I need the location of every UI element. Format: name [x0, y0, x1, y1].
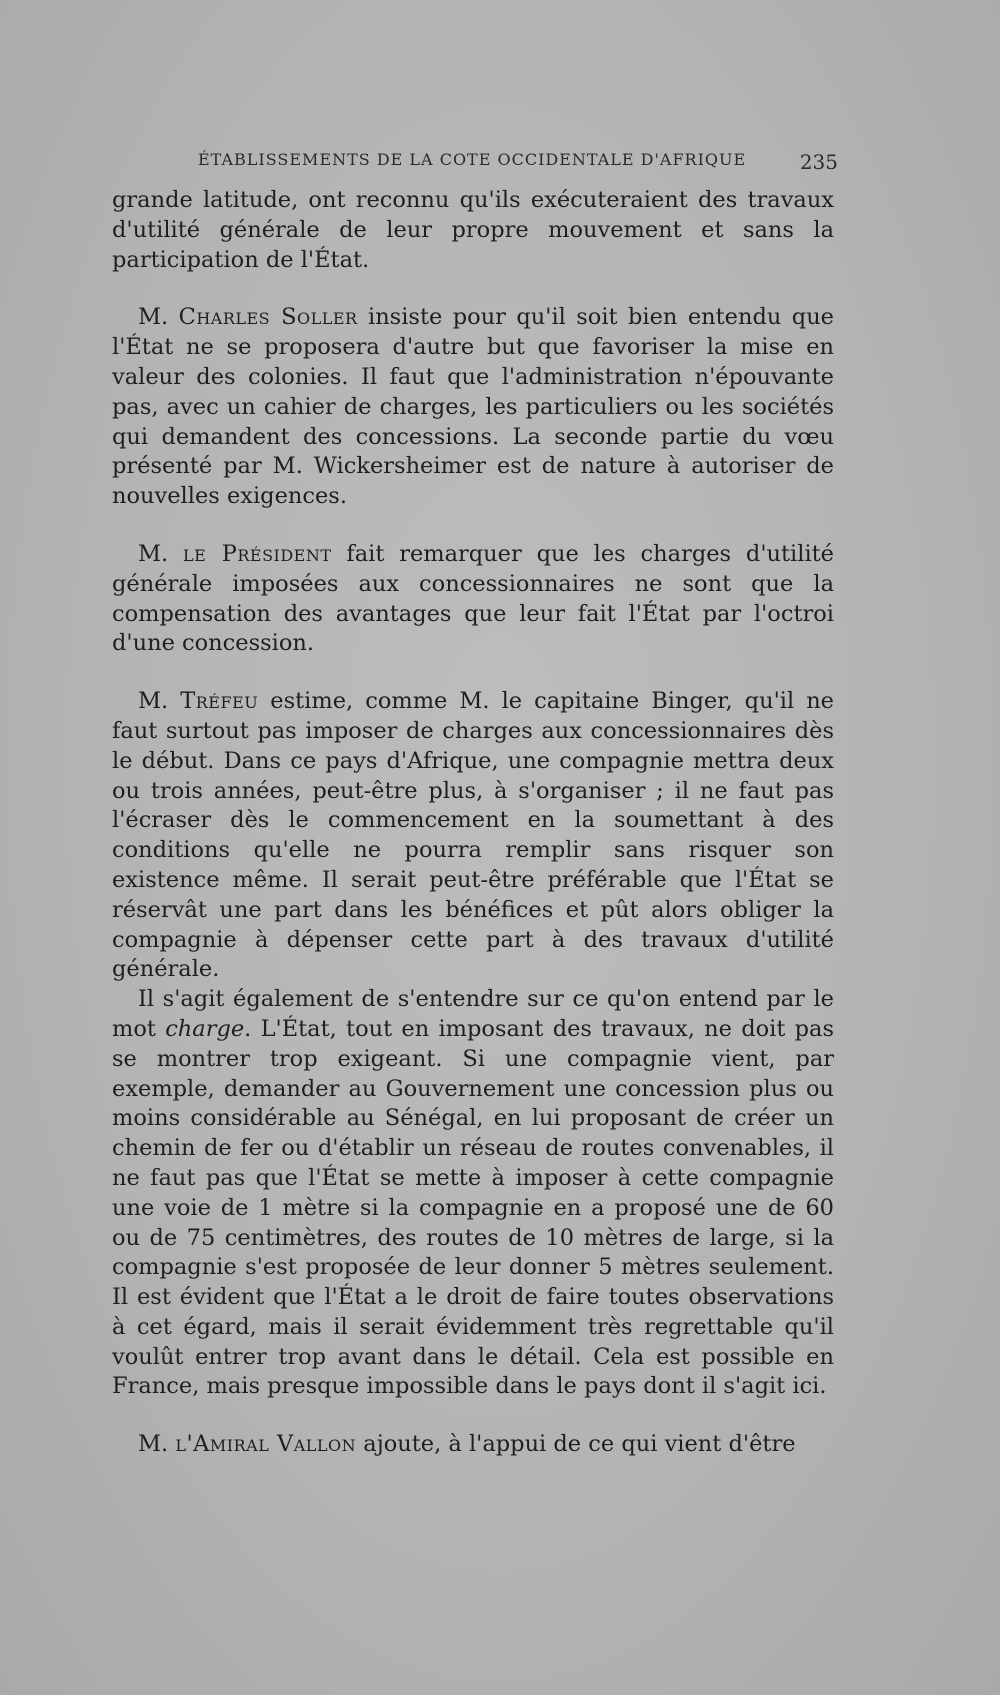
speaker-prefix: M.: [138, 540, 184, 567]
paragraph-text: insiste pour qu'il soit bien entendu que l'État ne se proposera d'autre but que favoriser la mise en valeur des colonies. Il faut que l'administration n'épouvante pas, avec un cahier de charges, les particuliers ou les sociétés qui demandent des concessions. La seconde partie du vœu présenté par M. Wickersheimer est de nature à autoriser de nouvelles exigences.: [112, 304, 834, 510]
page-number: 235: [799, 150, 838, 174]
speaker-prefix: M.: [138, 688, 181, 715]
page-header: [198, 150, 838, 174]
speaker-name: Charles Soller: [178, 304, 358, 331]
speaker-name: Tréfeu: [180, 688, 259, 715]
speaker-prefix: M.: [138, 304, 179, 331]
italic-term: charge: [165, 1015, 245, 1042]
paragraph-soller: [112, 303, 834, 512]
running-title: ÉTABLISSEMENTS DE LA COTE OCCIDENTALE D'AFRIQUE: [198, 150, 747, 169]
paragraph-text: . L'État, tout en imposant des travaux, ne doit pas se montrer trop exigeant. Si une compagnie vient, par exemple, demander au Gouvernement une concession plus ou moins considérable au Sénégal, en lui proposant de créer un chemin de fer ou d'établir un réseau de routes convenables, il ne faut pas que l'État se mette à imposer à cette compagnie une voie de 1 mètre si la compagnie en a proposé une de 60 ou de 75 centimètres, des routes de 10 mètres de large, si la compagnie s'est proposée de leur donner 5 mètres seulement. Il est évident que l'État a le droit de faire toutes observations à cet égard, mais il serait évidemment très regrettable qu'il voulût entrer trop avant dans le détail. Cela est possible en France, mais presque impossible dans le pays dont il s'agit ici.: [112, 1015, 835, 1400]
paragraph-text: ajoute, à l'appui de ce qui vient d'être: [356, 1431, 796, 1458]
paragraph-text: fait remarquer que les charges d'utilité générale imposées aux concessionnaires ne sont que la compensation des avantages que leur fait l'État par l'octroi d'une concession.: [112, 540, 834, 657]
page-body: [112, 186, 834, 1460]
paragraph-text-before: Il s'agit également de s'entendre sur ce qu'on entend par le mot: [112, 986, 834, 1042]
paragraph-charge: [112, 985, 834, 1402]
paragraph-trefeu: [112, 687, 834, 985]
paragraph-text: grande latitude, ont reconnu qu'ils exécuteraient des travaux d'utilité générale de leur propre mouvement et sans la participation de l'État.: [112, 187, 834, 273]
speaker-name: le Président: [183, 540, 332, 567]
speaker-prefix: M.: [138, 1431, 176, 1458]
paragraph-vallon: [112, 1430, 834, 1460]
paragraph-text: estime, comme M. le capitaine Binger, qu'il ne faut surtout pas imposer de charges aux concessionnaires dès le début. Dans ce pays d'Afrique, une compagnie mettra deux ou trois années, peut-être plus, à s'organiser ; il ne faut pas l'écraser dès le commencement en la soumettant à des conditions qu'elle ne pourra remplir sans risquer son existence même. Il serait peut-être préférable que l'État se réservât une part dans les bénéfices et pût alors obliger la compagnie à dépenser cette part à des travaux d'utilité générale.: [112, 688, 834, 983]
speaker-name: l'Amiral Vallon: [175, 1431, 357, 1458]
paragraph-president: [112, 540, 834, 659]
paragraph-continuation: [112, 186, 834, 275]
